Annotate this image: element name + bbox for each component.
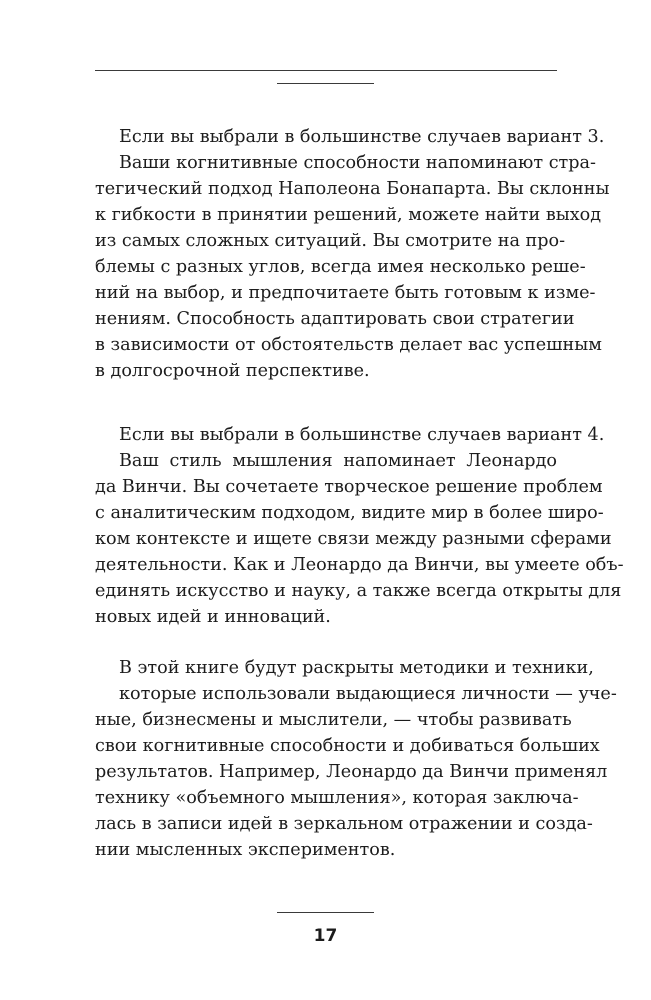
- text-line: с аналитическим подходом, видите мир в более широ-: [95, 503, 604, 523]
- text-line: из самых сложных ситуаций. Вы смотрите на про-: [95, 231, 566, 251]
- text-line: тегический подход Наполеона Бонапарта. Вы склонны: [95, 179, 610, 199]
- paragraph-variant-4: [95, 422, 624, 630]
- text-line: В этой книге будут раскрыты методики и техники,: [119, 658, 594, 678]
- text-line: к гибкости в принятии решений, можете найти выход: [95, 205, 602, 225]
- paragraph-variant-3: [95, 124, 610, 384]
- paragraph-book-methods: [95, 655, 617, 863]
- header-rule-long: [95, 70, 557, 71]
- text-line: деятельности. Как и Леонардо да Винчи, вы умеете объ-: [95, 555, 624, 575]
- text-line: в зависимости от обстоятельств делает вас успешным: [95, 335, 602, 355]
- text-line: Ваш стиль мышления напоминает Леонардо: [119, 451, 557, 471]
- text-line: в долгосрочной перспективе.: [95, 361, 370, 381]
- text-line: единять искусство и науку, а также всегда открыты для: [95, 581, 622, 601]
- text-line: нии мысленных экспериментов.: [95, 840, 396, 860]
- text-line: ком контексте и ищете связи между разными сферами: [95, 529, 612, 549]
- header-rule-short: [277, 83, 374, 84]
- text-line: новых идей и инноваций.: [95, 607, 331, 627]
- text-line: нениям. Способность адаптировать свои стратегии: [95, 309, 575, 329]
- text-line: ные, бизнесмены и мыслители, — чтобы развивать: [95, 710, 572, 730]
- text-line: ний на выбор, и предпочитаете быть готовым к изме-: [95, 283, 596, 303]
- text-line: да Винчи. Вы сочетаете творческое решение проблем: [95, 477, 603, 497]
- text-line: Если вы выбрали в большинстве случаев вариант 3.: [119, 127, 605, 147]
- text-line: которые использовали выдающиеся личности — уче-: [119, 684, 617, 704]
- text-line: блемы с разных углов, всегда имея несколько реше-: [95, 257, 586, 277]
- text-line: технику «объемного мышления», которая заключа-: [95, 788, 579, 808]
- text-line: Ваши когнитивные способности напоминают стра-: [119, 153, 596, 173]
- text-line: результатов. Например, Леонардо да Винчи применял: [95, 762, 608, 782]
- footer-rule: [277, 912, 374, 913]
- text-line: Если вы выбрали в большинстве случаев вариант 4.: [119, 425, 605, 445]
- text-line: лась в записи идей в зеркальном отражении и созда-: [95, 814, 593, 834]
- text-line: свои когнитивные способности и добиваться больших: [95, 736, 600, 756]
- page-number: 17: [313, 926, 338, 946]
